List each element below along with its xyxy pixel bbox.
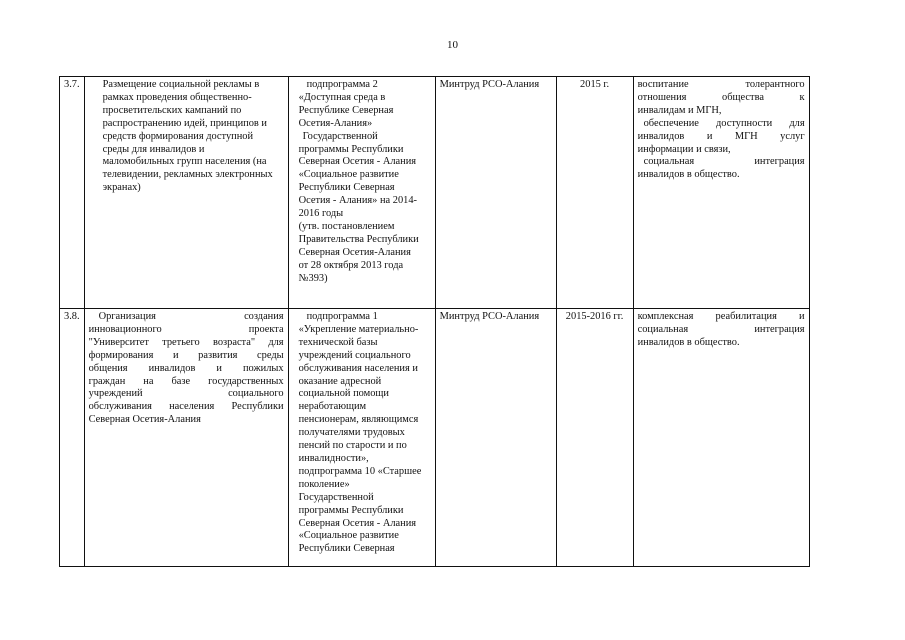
text-line: оказание адресной [298, 375, 382, 387]
executor-cell [435, 77, 556, 309]
text-line: Республике Северная [298, 104, 394, 116]
text-line: Северная Осетия-Алания [298, 246, 411, 258]
executor-cell [435, 309, 556, 567]
text-line: экранах) [102, 182, 141, 194]
text-line: учреждений социального [298, 349, 411, 361]
text-line: учреждений социального [88, 388, 284, 400]
text-line: программы Республики [298, 143, 404, 155]
text-line: комплексная реабилитация и [637, 311, 805, 322]
text-line: просветительских кампаний по [102, 104, 242, 116]
text-line: воспитание толерантного [637, 79, 805, 90]
term-cell [556, 77, 633, 309]
term-text: 2015-2016 гг. [565, 311, 624, 322]
text-line: получателями трудовых [298, 427, 405, 439]
text-line: обслуживания населения и [298, 362, 418, 374]
row-number: 3.7. [60, 77, 85, 309]
text-line: неработающим [298, 401, 367, 413]
text-line: Государственной [298, 491, 374, 503]
text-line: подпрограмма 10 «Старшее [298, 465, 422, 477]
text-line: Государственной [302, 130, 378, 142]
text-line: Республики Северная [298, 543, 395, 555]
text-line: инновационного проекта [88, 323, 284, 335]
text-line: «Социальное развитие [298, 530, 399, 542]
table-row [60, 309, 810, 567]
text-line: обеспечение доступности для [643, 117, 805, 129]
text-line: «Доступная среда в [298, 91, 386, 103]
text-line: Осетия - Алания» на 2014- [298, 195, 417, 207]
text-line: социальная интеграция [637, 323, 805, 335]
text-line: информации и связи, [637, 143, 731, 155]
text-line: подпрограмма 1 [306, 311, 378, 322]
text-line: социальной помощи [298, 388, 389, 400]
text-line: инвалидов в общество. [637, 336, 740, 348]
text-line: Осетия-Алания» [298, 117, 373, 129]
text-line: формирования и развития среды [88, 349, 284, 361]
text-line: граждан на базе государственных [88, 375, 284, 387]
text-line: 2016 годы [298, 208, 344, 220]
text-line: телевидении, рекламных электронных [102, 169, 273, 181]
text-line: инвалидности», [298, 452, 369, 464]
text-line: Размещение социальной рекламы в [102, 79, 260, 90]
text-line: программы Республики [298, 504, 404, 516]
activity-cell [84, 77, 288, 309]
text-line: Правительства Республики [298, 233, 419, 245]
text-line: инвалидам и МГН, [637, 104, 722, 116]
text-line: среды для инвалидов и [102, 143, 205, 155]
page-number: 10 [447, 39, 458, 51]
text-line: Организация создания [98, 311, 284, 322]
result-cell [633, 309, 809, 567]
text-line: общения инвалидов и пожилых [88, 362, 284, 374]
text-line: пенсионерам, являющимся [298, 414, 419, 426]
text-line: инвалидов в общество. [637, 169, 740, 181]
text-line: рамках проведения общественно- [102, 91, 252, 103]
text-line: социальная интеграция [643, 156, 805, 168]
text-line: Северная Осетия - Алания [298, 156, 417, 168]
text-line: отношения общества к [637, 91, 805, 103]
text-line: от 28 октября 2013 года [298, 259, 404, 271]
term-cell [556, 309, 633, 567]
measures-table [59, 76, 810, 567]
text-line: "Университет третьего возраста" для [88, 336, 284, 348]
funding-source-cell [288, 77, 435, 309]
row-number: 3.8. [60, 309, 85, 567]
text-line: пенсий по старости и по [298, 440, 407, 452]
text-line: «Укрепление материально- [298, 323, 419, 335]
text-line: Республики Северная [298, 182, 395, 194]
text-line: подпрограмма 2 [306, 79, 378, 90]
text-line: поколение» [298, 478, 350, 490]
text-line: «Социальное развитие [298, 169, 399, 181]
table-row [60, 77, 810, 309]
text-line: технической базы [298, 336, 378, 348]
text-line: Северная Осетия-Алания [88, 414, 201, 426]
text-line: Северная Осетия - Алания [298, 517, 417, 529]
result-cell [633, 77, 809, 309]
text-line: распространению идей, принципов и [102, 117, 267, 129]
funding-source-cell [288, 309, 435, 567]
text-line: обслуживания населения Республики [88, 401, 284, 413]
text-line: инвалидов и МГН услуг [637, 130, 805, 142]
text-line: (утв. постановлением [298, 220, 395, 232]
executor-text: Минтруд РСО-Алания [439, 79, 540, 90]
activity-cell [84, 309, 288, 567]
term-text: 2015 г. [580, 79, 610, 90]
executor-text: Минтруд РСО-Алания [439, 311, 540, 322]
text-line: №393) [298, 272, 328, 284]
text-line: маломобильных групп населения (на [102, 156, 267, 168]
text-line: средств формирования доступной [102, 130, 254, 142]
